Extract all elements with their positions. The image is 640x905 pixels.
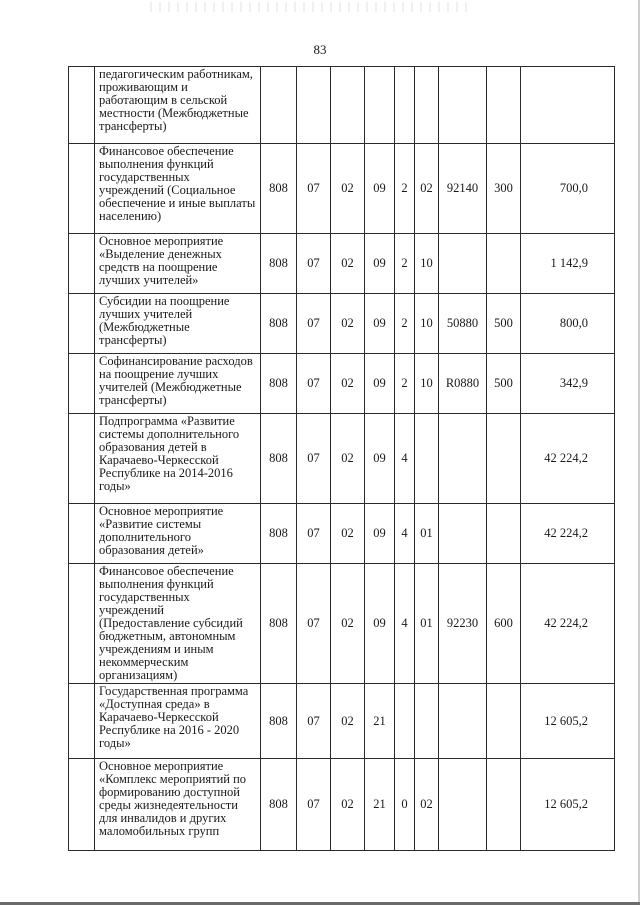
code-gr-cell: 808 xyxy=(261,234,297,294)
code-rz-cell: 07 xyxy=(297,294,331,354)
code-cs3-cell: 10 xyxy=(415,294,439,354)
code-cs4-cell xyxy=(439,759,487,851)
row-number-cell xyxy=(69,684,95,759)
code-cs2-cell xyxy=(395,67,415,144)
row-number-cell xyxy=(69,759,95,851)
code-gr-cell: 808 xyxy=(261,354,297,414)
code-rz-cell: 07 xyxy=(297,414,331,504)
code-cs1-cell: 09 xyxy=(365,354,395,414)
code-cs1-cell xyxy=(365,67,395,144)
row-number-cell xyxy=(69,144,95,234)
amount-cell: 42 224,2 xyxy=(521,414,615,504)
code-cs1-cell: 09 xyxy=(365,504,395,564)
row-number-cell xyxy=(69,414,95,504)
amount-cell: 42 224,2 xyxy=(521,504,615,564)
table-row xyxy=(69,504,615,564)
row-number-cell xyxy=(69,234,95,294)
code-rz-cell: 07 xyxy=(297,564,331,684)
code-pr-cell: 02 xyxy=(331,144,365,234)
code-vr-cell xyxy=(487,684,521,759)
code-rz-cell: 07 xyxy=(297,759,331,851)
code-cs3-cell: 02 xyxy=(415,759,439,851)
code-rz-cell: 07 xyxy=(297,144,331,234)
code-cs4-cell: R0880 xyxy=(439,354,487,414)
code-cs3-cell xyxy=(415,414,439,504)
code-cs4-cell: 92140 xyxy=(439,144,487,234)
code-gr-cell: 808 xyxy=(261,684,297,759)
code-cs2-cell: 4 xyxy=(395,564,415,684)
code-vr-cell: 500 xyxy=(487,354,521,414)
row-number-cell xyxy=(69,294,95,354)
code-cs2-cell xyxy=(395,684,415,759)
code-gr-cell: 808 xyxy=(261,564,297,684)
code-rz-cell xyxy=(297,67,331,144)
code-cs2-cell: 2 xyxy=(395,354,415,414)
table-body xyxy=(69,67,615,851)
code-cs2-cell: 4 xyxy=(395,504,415,564)
table-row xyxy=(69,67,615,144)
table-row xyxy=(69,144,615,234)
code-rz-cell: 07 xyxy=(297,504,331,564)
code-gr-cell: 808 xyxy=(261,414,297,504)
code-gr-cell: 808 xyxy=(261,144,297,234)
code-cs2-cell: 2 xyxy=(395,294,415,354)
item-name-cell: Основное мероприятие «Выделение денежных средств на поощрение лучших учителей» xyxy=(95,234,261,294)
code-gr-cell: 808 xyxy=(261,759,297,851)
code-pr-cell: 02 xyxy=(331,234,365,294)
code-pr-cell: 02 xyxy=(331,684,365,759)
row-number-cell xyxy=(69,67,95,144)
code-cs1-cell: 21 xyxy=(365,759,395,851)
table-row xyxy=(69,564,615,684)
code-cs2-cell: 2 xyxy=(395,234,415,294)
code-cs1-cell: 09 xyxy=(365,414,395,504)
row-number-cell xyxy=(69,354,95,414)
code-cs2-cell: 0 xyxy=(395,759,415,851)
code-cs3-cell: 02 xyxy=(415,144,439,234)
code-cs1-cell: 09 xyxy=(365,234,395,294)
amount-cell: 12 605,2 xyxy=(521,684,615,759)
code-vr-cell xyxy=(487,67,521,144)
code-gr-cell: 808 xyxy=(261,504,297,564)
code-pr-cell: 02 xyxy=(331,414,365,504)
amount-cell: 800,0 xyxy=(521,294,615,354)
code-vr-cell xyxy=(487,414,521,504)
amount-cell xyxy=(521,67,615,144)
scan-artifact xyxy=(150,2,470,12)
code-cs3-cell: 01 xyxy=(415,564,439,684)
code-pr-cell: 02 xyxy=(331,354,365,414)
code-cs4-cell: 92230 xyxy=(439,564,487,684)
table-row xyxy=(69,414,615,504)
code-cs4-cell xyxy=(439,504,487,564)
code-vr-cell: 500 xyxy=(487,294,521,354)
code-cs4-cell xyxy=(439,67,487,144)
code-cs1-cell: 09 xyxy=(365,144,395,234)
code-cs3-cell: 10 xyxy=(415,354,439,414)
amount-cell: 42 224,2 xyxy=(521,564,615,684)
code-cs3-cell: 01 xyxy=(415,504,439,564)
row-number-cell xyxy=(69,504,95,564)
amount-cell: 342,9 xyxy=(521,354,615,414)
item-name-cell: педагогическим работникам, проживающим и работающим в сельской местности (Межбюджетные трансферты) xyxy=(95,67,261,144)
code-cs2-cell: 4 xyxy=(395,414,415,504)
code-pr-cell: 02 xyxy=(331,294,365,354)
row-number-cell xyxy=(69,564,95,684)
code-cs1-cell: 21 xyxy=(365,684,395,759)
code-gr-cell: 808 xyxy=(261,294,297,354)
code-rz-cell: 07 xyxy=(297,684,331,759)
code-vr-cell xyxy=(487,504,521,564)
code-cs1-cell: 09 xyxy=(365,564,395,684)
item-name-cell: Основное мероприятие «Развитие системы дополнительного образования детей» xyxy=(95,504,261,564)
budget-table xyxy=(68,66,615,851)
code-cs2-cell: 2 xyxy=(395,144,415,234)
code-pr-cell: 02 xyxy=(331,564,365,684)
code-pr-cell: 02 xyxy=(331,504,365,564)
code-rz-cell: 07 xyxy=(297,354,331,414)
item-name-cell: Субсидии на поощрение лучших учителей (Межбюджетные трансферты) xyxy=(95,294,261,354)
page-number: 83 xyxy=(313,42,327,57)
code-pr-cell: 02 xyxy=(331,759,365,851)
code-vr-cell: 600 xyxy=(487,564,521,684)
table-row xyxy=(69,294,615,354)
table-row xyxy=(69,234,615,294)
table-row xyxy=(69,684,615,759)
code-pr-cell xyxy=(331,67,365,144)
amount-cell: 700,0 xyxy=(521,144,615,234)
code-vr-cell xyxy=(487,759,521,851)
item-name-cell: Софинансирование расходов на поощрение лучших учителей (Межбюджетные трансферты) xyxy=(95,354,261,414)
code-cs4-cell xyxy=(439,234,487,294)
code-vr-cell: 300 xyxy=(487,144,521,234)
amount-cell: 1 142,9 xyxy=(521,234,615,294)
code-rz-cell: 07 xyxy=(297,234,331,294)
code-cs4-cell xyxy=(439,414,487,504)
code-cs1-cell: 09 xyxy=(365,294,395,354)
item-name-cell: Государственная программа «Доступная среда» в Карачаево-Черкесской Республике на 2016 - 2020 годы» xyxy=(95,684,261,759)
code-cs4-cell xyxy=(439,684,487,759)
table-row xyxy=(69,759,615,851)
code-vr-cell xyxy=(487,234,521,294)
item-name-cell: Финансовое обеспечение выполнения функций государственных учреждений (Социальное обеспечение и иные выплаты населению) xyxy=(95,144,261,234)
amount-cell: 12 605,2 xyxy=(521,759,615,851)
code-gr-cell xyxy=(261,67,297,144)
code-cs3-cell xyxy=(415,67,439,144)
item-name-cell: Подпрограмма «Развитие системы дополнительного образования детей в Карачаево-Черкесской Республике на 2014-2016 годы» xyxy=(95,414,261,504)
item-name-cell: Финансовое обеспечение выполнения функций государственных учреждений (Предоставление субсидий бюджетным, автономным учреждениям и иным некоммерческим организациям) xyxy=(95,564,261,684)
item-name-cell: Основное мероприятие «Комплекс мероприятий по формированию доступной среды жизнедеятельности для инвалидов и других маломобильных групп xyxy=(95,759,261,851)
code-cs3-cell: 10 xyxy=(415,234,439,294)
code-cs4-cell: 50880 xyxy=(439,294,487,354)
table-row xyxy=(69,354,615,414)
code-cs3-cell xyxy=(415,684,439,759)
